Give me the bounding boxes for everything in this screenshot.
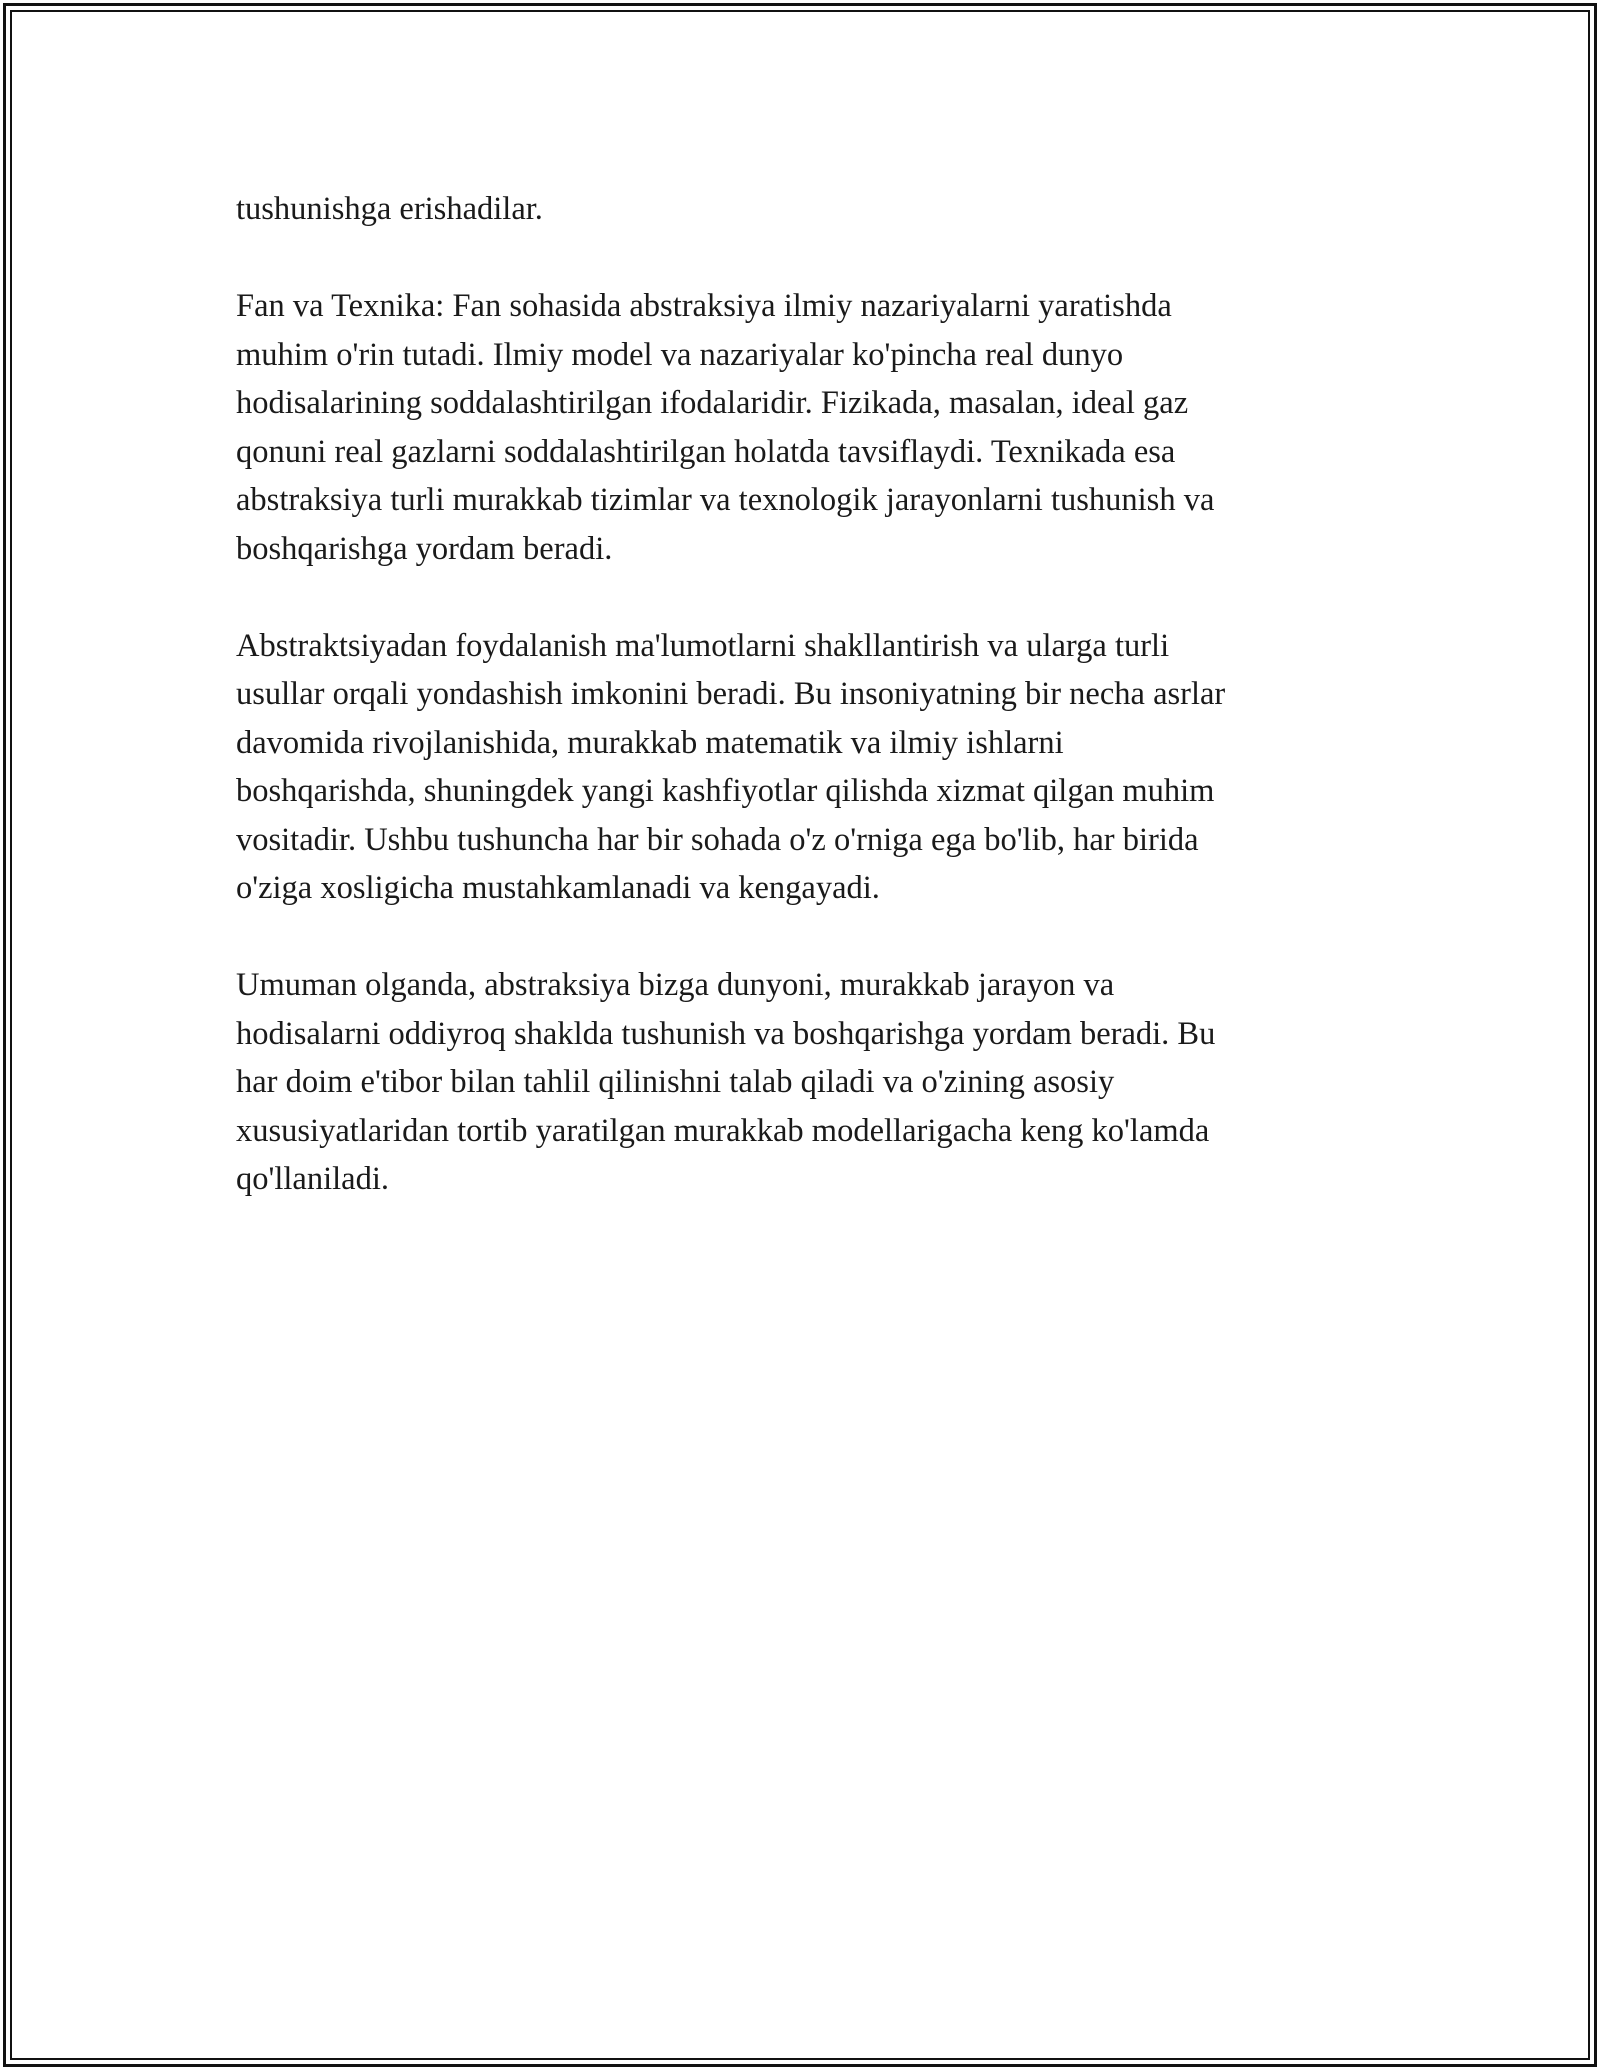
paragraph-fan-va-texnika: Fan va Texnika: Fan sohasida abstraksiya ilmiy nazariyalarni yaratishda muhim o'rin tutadi. Ilmiy model va nazariyalar ko'pincha real dunyo hodisalarining soddalashtirilgan ifodalaridir. Fizikada, masalan, ideal gaz qonuni real gazlarni soddalashtirilgan holatda tavsiflaydi. Texnikada esa abstraksiya turli murakkab tizimlar va texnologik jarayonlarni tushunish va boshqarishga yordam beradi. <box>236 288 1215 567</box>
document-body <box>236 185 1366 1252</box>
paragraph-abstraktsiyadan-foydalanish: Abstraktsiyadan foydalanish ma'lumotlarni shakllantirish va ularga turli usullar orqali yondashish imkonini beradi. Bu insoniyatning bir necha asrlar davomida rivojlanishida, murakkab matematik va ilmiy ishlarni boshqarishda, shuningdek yangi kashfiyotlar qilishda xizmat qilgan muhim vositadir. Ushbu tushuncha har bir sohada o'z o'rniga ega bo'lib, har birida o'ziga xosligicha mustahkamlanadi va kengayadi. <box>236 627 1226 906</box>
paragraph-umuman-olganda: Umuman olganda, abstraksiya bizga dunyoni, murakkab jarayon va hodisalarni oddiyroq shaklda tushunish va boshqarishga yordam beradi. Bu har doim e'tibor bilan tahlil qilinishni talab qiladi va o'zining asosiy xususiyatlaridan tortib yaratilgan murakkab modellarigacha keng ko'lamda qo'llaniladi. <box>236 967 1216 1197</box>
paragraph-continuation: tushunishga erishadilar. <box>236 191 543 227</box>
